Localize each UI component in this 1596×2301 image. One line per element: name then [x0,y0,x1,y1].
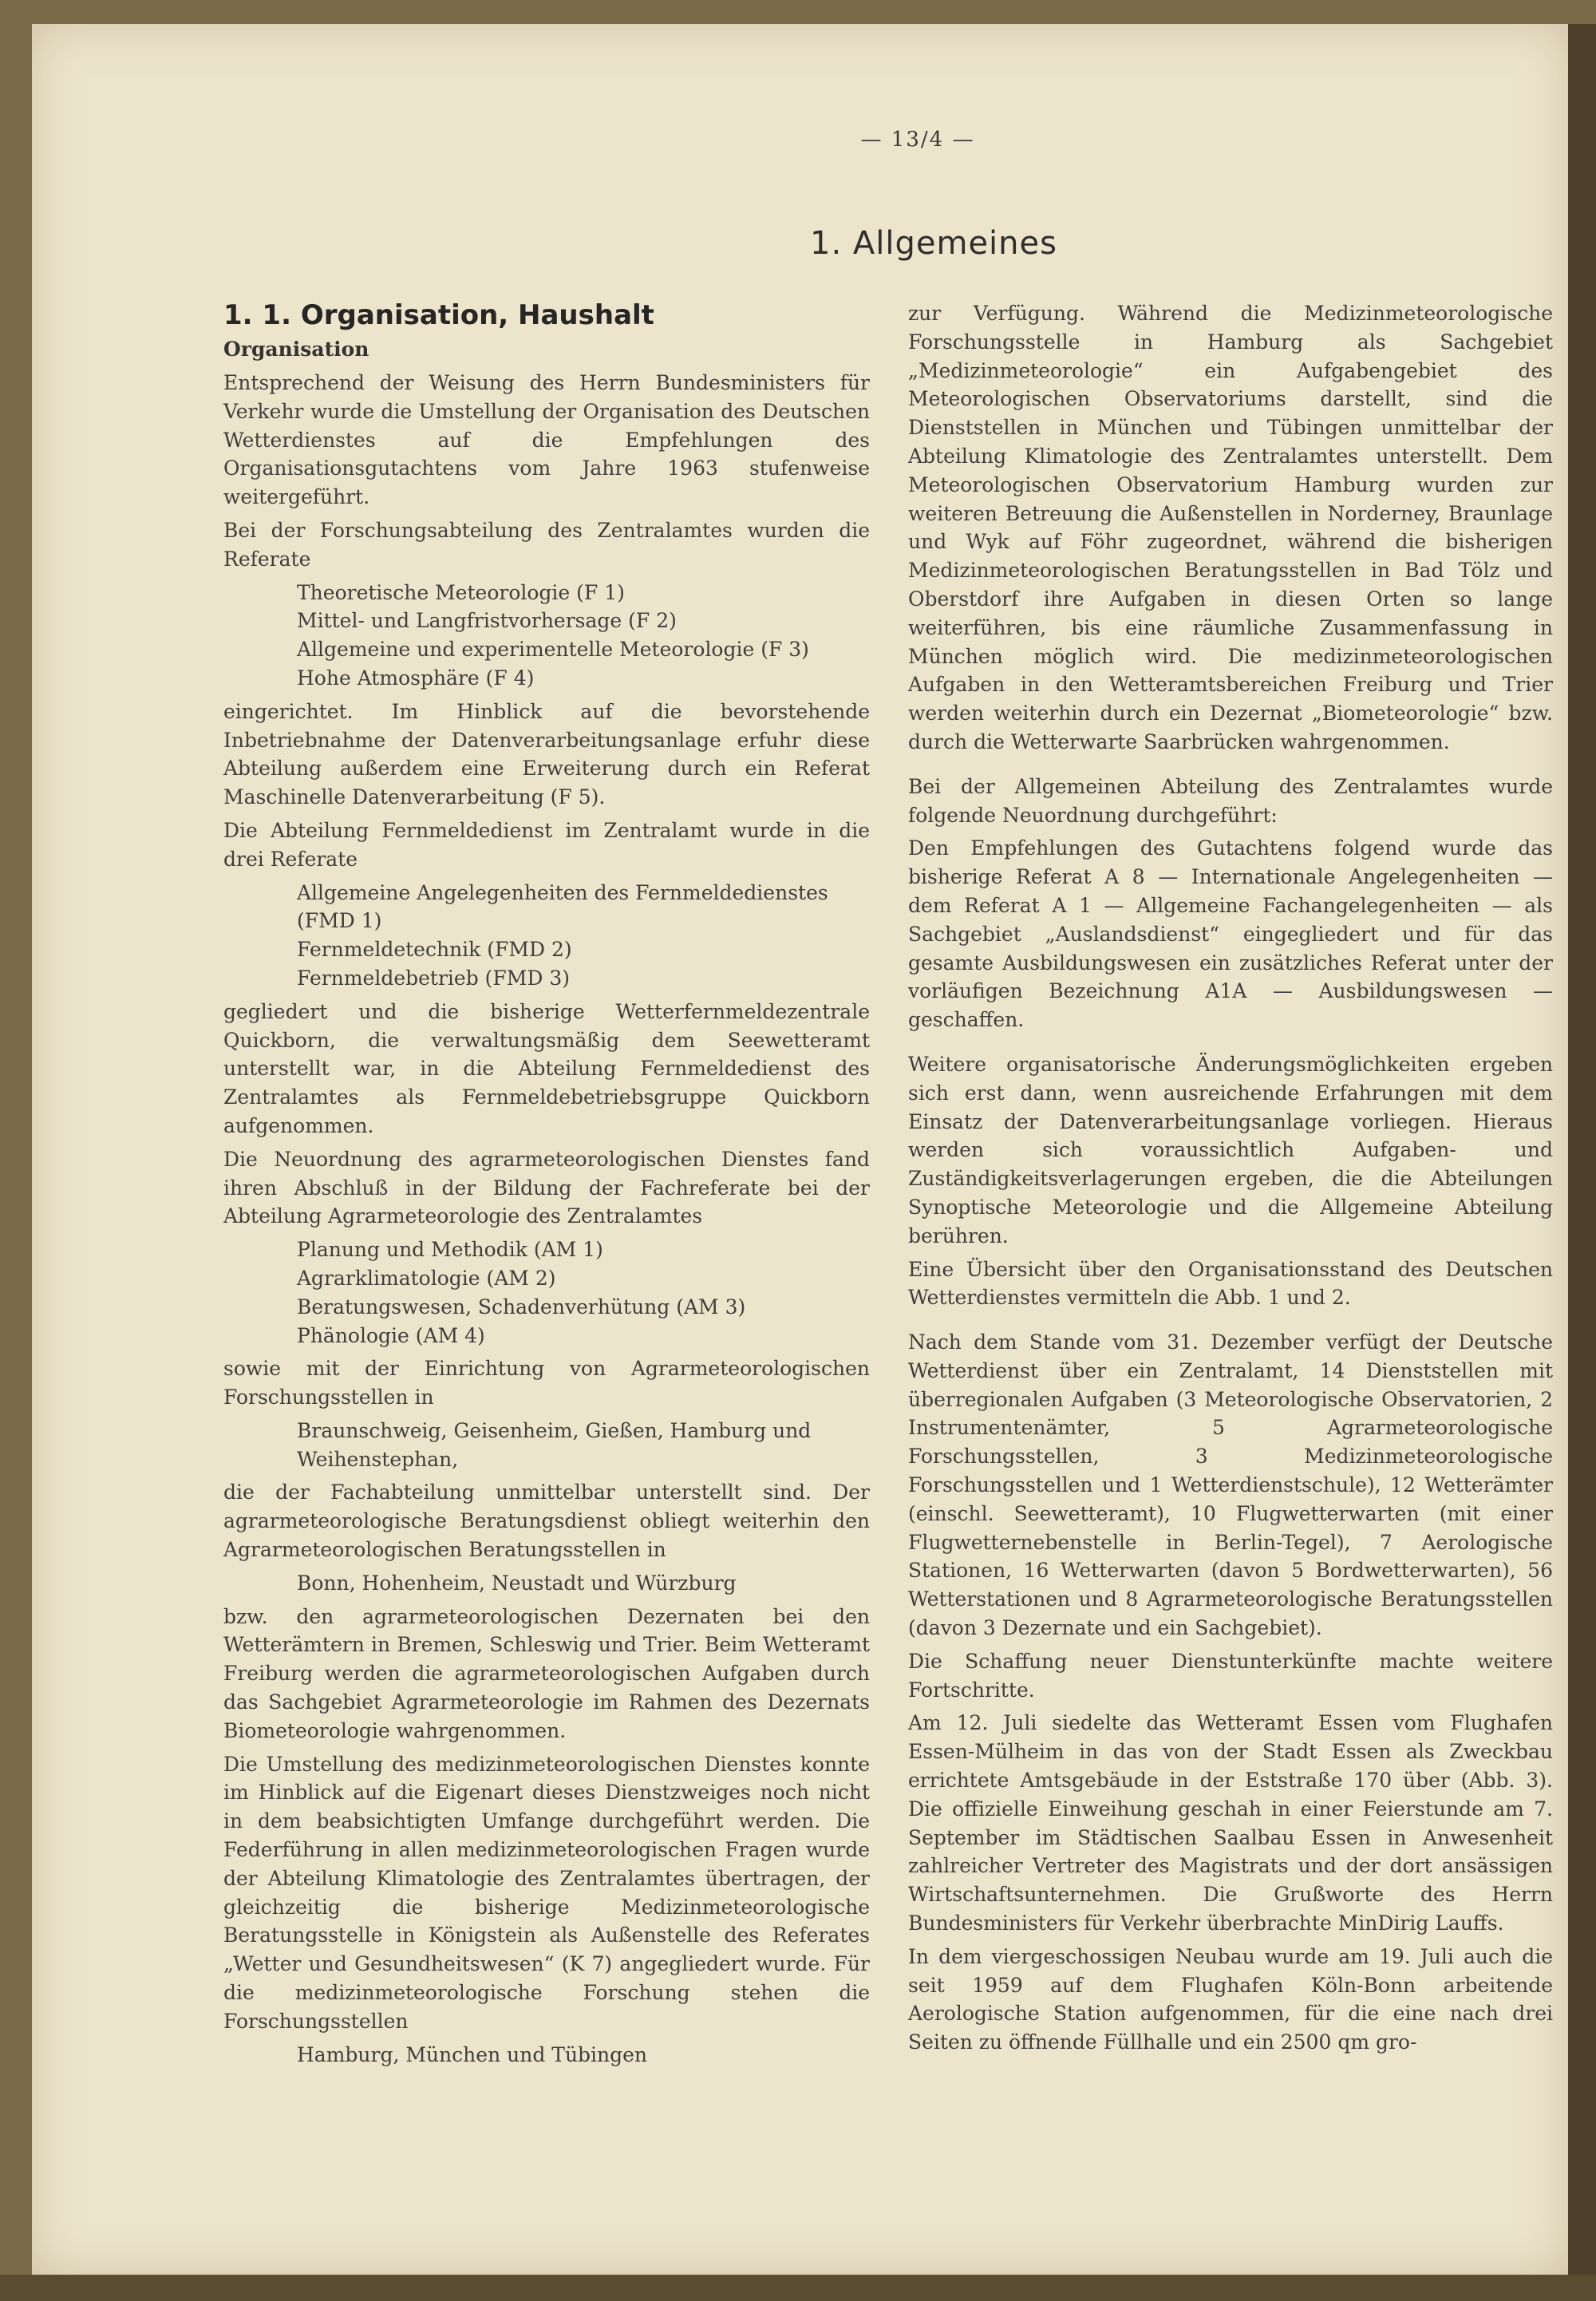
list-item: Mittel- und Langfristvorhersage (F 2) [297,609,677,633]
chapter-title: 1. Allgemeines [810,225,1057,262]
left-column [223,297,870,2074]
list-item: Phänologie (AM 4) [297,1323,485,1347]
spacer [908,761,1553,773]
paragraph: Bei der Allgemeinen Abteilung des Zentralamtes wurde folgende Neuordnung durchgeführt: [908,774,1553,827]
list-item: Allgemeine Angelegenheiten des Fernmeldedienstes (FMD 1) [297,880,828,933]
paragraph: Eine Übersicht über den Organisationsstand des Deutschen Wetterdienstes vermitteln die Abb. 1 und 2. [908,1257,1553,1310]
page-edge [1568,24,1596,2275]
paragraph: Die Schaffung neuer Dienstunterkünfte machte weitere Fortschritte. [908,1649,1553,1702]
list-item: Hohe Atmosphäre (F 4) [297,666,535,690]
paragraph: eingerichtet. Im Hinblick auf die bevorstehende Inbetriebnahme der Datenverarbeitungsanlage erfuhr diese Abteilung außerdem eine Erweiterung durch ein Referat Maschinelle Datenverarbeitung (F 5). [223,699,870,809]
paragraph: Weitere organisatorische Änderungsmöglichkeiten ergeben sich erst dann, wenn ausreichende Erfahrungen mit dem Einsatz der Datenverarbeitungsanlage vorliegen. Hieraus werden sich voraussichtlich Aufgaben- und Zuständigkeitsverlagerungen ergeben, die die Abteilungen Synoptische Meteorologie und die Allgemeine Abteilung berühren. [908,1052,1553,1247]
paragraph: Entsprechend der Weisung des Herrn Bundesministers für Verkehr wurde die Umstellung der Organisation des Deutschen Wetterdienstes auf die Empfehlungen des Organisationsgutachtens vom Jahre 1963 stufenweise weitergeführt. [223,371,870,509]
list-item: Beratungswesen, Schadenverhütung (AM 3) [297,1295,746,1319]
scan-border [0,2275,1596,2301]
list-item: Planung und Methodik (AM 1) [297,1238,603,1262]
list-item: Hamburg, München und Tübingen [297,2042,648,2066]
paragraph: Am 12. Juli siedelte das Wetteramt Essen vom Flughafen Essen-Mülheim in das von der Stadt Essen als Zweckbau errichtete Amtsgebäude in der Eststraße 170 über (Abb. 3). Die offizielle Einweihung geschah in einer Feierstunde am 7. September im Städtischen Saalbau Essen in Anwesenheit zahlreicher Vertreter des Magistrats und der dort ansässigen Wirtschaftsunternehmen. Die Grußworte des Herrn Bundesministers für Verkehr überbrachte MinDirig Lauffs. [908,1711,1553,1935]
medizin-list [223,2041,870,2070]
right-column [908,299,1553,2062]
beratungsstellen-list [223,1569,870,1598]
paragraph: Die Neuordnung des agrarmeteorologischen Dienstes fand ihren Abschluß in der Bildung der Fachreferate bei der Abteilung Agrarmeteorologie des Zentralamtes [223,1147,870,1228]
paragraph: gegliedert und die bisherige Wetterfernmeldezentrale Quickborn, die verwaltungsmäßig dem Seewetteramt unterstellt war, in die Abteilung Fernmeldedienst des Zentralamtes als Fernmeldebetriebsgruppe Quickborn aufgenommen. [223,999,870,1137]
section-heading: 1. 1. Organisation, Haushalt [223,299,654,331]
paragraph: zur Verfügung. Während die Medizinmeteorologische Forschungsstelle in Hamburg als Sachgebiet „Medizinmeteorologie“ ein Aufgabengebiet des Meteorologischen Observatoriums darstellt, sind die Dienststellen in München und Tübingen unmittelbar der Abteilung Klimatologie des Zentralamtes unterstellt. Dem Meteorologischen Observatorium Hamburg wurden zur weiteren Betreuung die Außenstellen in Norderney, Braunlage und Wyk auf Föhr zugeordnet, während die bisherigen Medizinmeteorologischen Beratungsstellen in Bad Tölz und Oberstdorf ihre Aufgaben in diesen Orten so lange weiterführen, bis eine räumliche Zusammenfassung in München möglich wird. Die medizinmeteorologischen Aufgaben in den Wetteramtsbereichen Freiburg und Trier werden weiterhin durch ein Dezernat „Biometeorologie“ bzw. durch die Wetterwarte Saarbrücken wahrgenommen. [908,302,1553,753]
list-item: Agrarklimatologie (AM 2) [297,1266,556,1290]
list-item: Fernmeldebetrieb (FMD 3) [297,966,571,990]
fernmelde-list [223,879,870,993]
paragraph: Bei der Forschungsabteilung des Zentralamtes wurden die Referate [223,518,870,571]
list-item: Braunschweig, Geisenheim, Gießen, Hamburg und Weihenstephan, [297,1418,812,1471]
list-item: Theoretische Meteorologie (F 1) [297,580,625,604]
paragraph: In dem viergeschossigen Neubau wurde am 19. Juli auch die seit 1959 auf dem Flughafen Köln-Bonn arbeitende Aerologische Station aufgenommen, für die eine nach drei Seiten zu öffnende Füllhalle und ein 2500 qm gro- [908,1944,1553,2054]
paragraph: Den Empfehlungen des Gutachtens folgend wurde das bisherige Referat A 8 — Internationale Angelegenheiten — dem Referat A 1 — Allgemeine Fachangelegenheiten — als Sachgebiet „Auslandsdienst“ eingegliedert und für das gesamte Ausbildungswesen ein zusätzliches Referat unter der vorläufigen Bezeichnung A1A — Ausbildungswesen — geschaffen. [908,836,1553,1032]
paragraph: bzw. den agrarmeteorologischen Dezernaten bei den Wetterämtern in Bremen, Schleswig und Trier. Beim Wetteramt Freiburg werden die agrarmeteorologischen Aufgaben durch das Sachgebiet Agrarmeteorologie im Rahmen des Dezernats Biometeorologie wahrgenommen. [223,1604,870,1742]
list-item: Allgemeine und experimentelle Meteorologie (F 3) [297,638,809,662]
paragraph: die der Fachabteilung unmittelbar unterstellt sind. Der agrarmeteorologische Beratungsdienst obliegt weiterhin den Agrarmeteorologischen Beratungsstellen in [223,1481,870,1562]
subheading: Organisation [223,338,369,361]
spacer [908,1317,1553,1328]
forschungsstellen-list [223,1417,870,1474]
paragraph: Die Umstellung des medizinmeteorologischen Dienstes konnte im Hinblick auf die Eigenart dieses Dienstzweiges noch nicht in dem beabsichtigten Umfange durchgeführt werden. Die Federführung in allen medizinmeteorologischen Fragen wurde der Abteilung Klimatologie des Zentralamtes übertragen, der gleichzeitig die bisherige Medizinmeteorologische Beratungsstelle in Königstein als Außenstelle des Referates „Wetter und Gesundheitswesen“ (K 7) angegliedert wurde. Für die medizinmeteorologische Forschung stehen die Forschungsstellen [223,1752,870,2033]
page-number: — 13/4 — [860,128,975,152]
agrar-list [223,1236,870,1350]
paragraph: sowie mit der Einrichtung von Agrarmeteorologischen Forschungsstellen in [223,1357,870,1409]
referate-list [223,579,870,693]
paragraph: Die Abteilung Fernmeldedienst im Zentralamt wurde in die drei Referate [223,818,870,871]
list-item: Bonn, Hohenheim, Neustadt und Würzburg [297,1571,737,1595]
spacer [908,1039,1553,1050]
list-item: Fernmeldetechnik (FMD 2) [297,938,572,962]
paragraph: Nach dem Stande vom 31. Dezember verfügt der Deutsche Wetterdienst über ein Zentralamt, 14 Dienststellen mit überregionalen Aufgaben (3 Meteorologische Observatorien, 2 Instrumentenämter, 5 Agrarmeteorologische Forschungsstellen, 3 Medizinmeteorologische Forschungsstellen und 1 Wetterdienstschule), 12 Wetterämter (einschl. Seewetteramt), 10 Flugwetterwarten (mit einer Flugwetternebenstelle in Berlin-Tegel), 7 Aerologische Stationen, 16 Wetterwarten (davon 5 Bordwetterwarten), 56 Wetterstationen und 8 Agrarmeteorologische Beratungsstellen (davon 3 Dezernate und ein Sachgebiet). [908,1330,1553,1640]
